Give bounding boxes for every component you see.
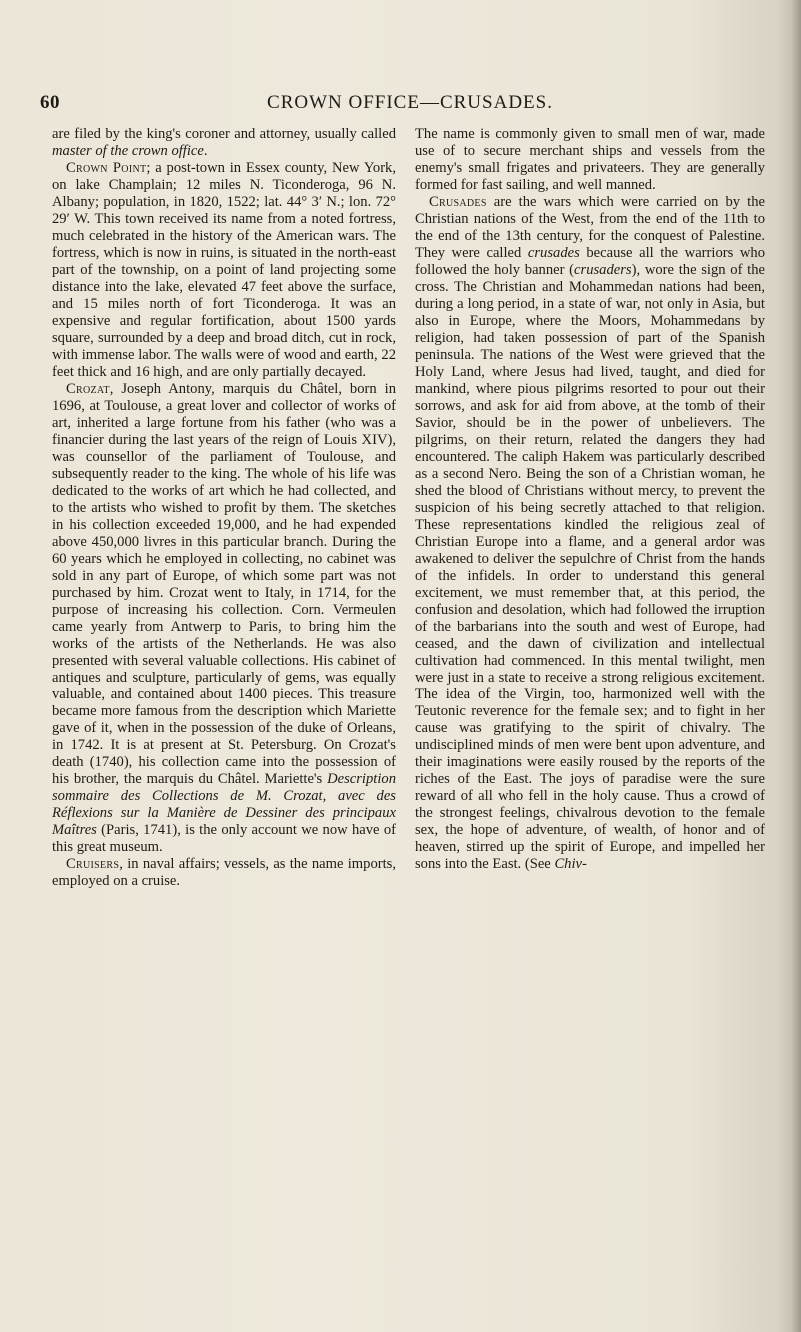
entry-crown-point: Crown Point; a post-town in Essex county, New York, on lake Champlain; 12 miles N. Ticonderoga, 96 N. Albany; population, in 1820, 1522; lat. 44° 3′ N.; lon. 72° 29′ W. This town received its name from a noted fortress, much celebrated in the history of the American wars. The fortress, which is now in ruins, is situated in the north-east part of the township, on a point of land projecting some distance into the lake, elevated 47 feet above the surface, and 15 miles north of fort Ticonderoga. It was an expensive and regular fortification, about 1500 yards square, surrounded by a deep and broad ditch, cut in rock, with immense labor. The walls were of wood and earth, 22 feet thick and 16 high, and are only partially decayed. [52,159,396,380]
entry-cruisers-continued: The name is commonly given to small men of war, made use of to secure merchant ships and vessels from the enemy's small frigates and privateers. They are generally formed for fast sailing, and well manned. [415,126,765,193]
entry-crown-office-continued: are filed by the king's coroner and attorney, usually called master of the crown office. [52,126,396,159]
headword: Crown Point [66,159,147,176]
right-column [415,126,765,873]
left-column [52,126,396,890]
running-head [40,92,780,118]
page-number: 60 [40,92,60,113]
headword: Crusades [429,193,487,210]
entry-crusades: Crusades are the wars which were carried on by the Christian nations of the West, from the end of the 11th to the end of the 13th century, for the conquest of Palestine. They were called crusades because all the warriors who followed the holy banner (crusaders), wore the sign of the cross. The Christian and Mohammedan nations had been, during a long period, in a state of war, not only in Asia, but also in Europe, where the Moors, Mohammedans by religion, had taken possession of part of the Spanish peninsula. The nations of the West were grieved that the Holy Land, where Jesus had lived, taught, and died for mankind, where pious pilgrims resorted to pour out their sorrows, and ask for aid from above, at the tomb of their Savior, should be in the power of unbelievers. The pilgrims, on their return, related the dangers they had encountered. The caliph Hakem was particularly described as a second Nero. Being the son of a Christian woman, he shed the blood of Christians without mercy, to prevent the suspicion of his being secretly attached to that religion. These representations kindled the religious zeal of Christian Europe into a flame, and a general ardor was awakened to deliver the sepulchre of Christ from the hands of the infidels. In order to understand this general excitement, we must remember that, at this period, the confusion and desolation, which had followed the irruption of the barbarians into the south and west of Europe, had ceased, and the dawn of civilization and intellectual cultivation had commenced. In this mental twilight, men were just in a state to receive a strong religious excitement. The idea of the Virgin, too, harmonized well with the Teutonic reverence for the female sex; and to fight in her cause was gratifying to the spirit of chivalry. The undisciplined minds of men were bent upon adventure, and their imaginations were easily roused by the reports of the riches of the East. The joys of paradise were the sure reward of all who fell in the holy cause. Thus a crowd of the strongest feelings, chivalrous devotion to the female sex, the hope of adventure, of wealth, of honor and of heaven, stirred up the spirit of Europe, and impelled her sons into the East. (See Chiv- [415,193,765,873]
entry-cruisers: Cruisers, in naval affairs; vessels, as the name imports, employed on a cruise. [52,856,396,890]
running-title: CROWN OFFICE—CRUSADES. [267,92,553,113]
headword: Cruisers [66,856,120,873]
headword: Crozat [66,380,110,397]
entry-crozat: Crozat, Joseph Antony, marquis du Châtel, born in 1696, at Toulouse, a great lover and collector of works of art, inherited a large fortune from his father (who was a financier during the last years of the reign of Louis XIV), was counsellor of the parliament of Toulouse, and subsequently reader to the king. The whole of his life was dedicated to the works of art which he had collected, and to the artists who wished to profit by them. The sketches in his collection exceeded 19,000, and he had expended above 450,000 livres in this particular branch. During the 60 years which he employed in collecting, no cabinet was sold in any part of Europe, of which some part was not purchased by him. Crozat went to Italy, in 1714, for the purpose of increasing his collection. Corn. Vermeulen came yearly from Antwerp to Paris, to bring him the works of the artists of the Netherlands. He was also presented with several valuable collections. His cabinet of antiques and sculpture, particularly of gems, was equally valuable, and contained about 1400 pieces. This treasure became more famous from the description which Mariette gave of it, when in the possession of the duke of Orleans, in 1742. It is at present at St. Petersburg. On Crozat's death (1740), his collection came into the possession of his brother, the marquis du Châtel. Mariette's Description sommaire des Collections de M. Crozat, avec des Réflexions sur la Manière de Dessiner des principaux Maîtres (Paris, 1741), is the only account we now have of this great museum. [52,380,396,856]
page-edge-shadow [791,0,801,1332]
